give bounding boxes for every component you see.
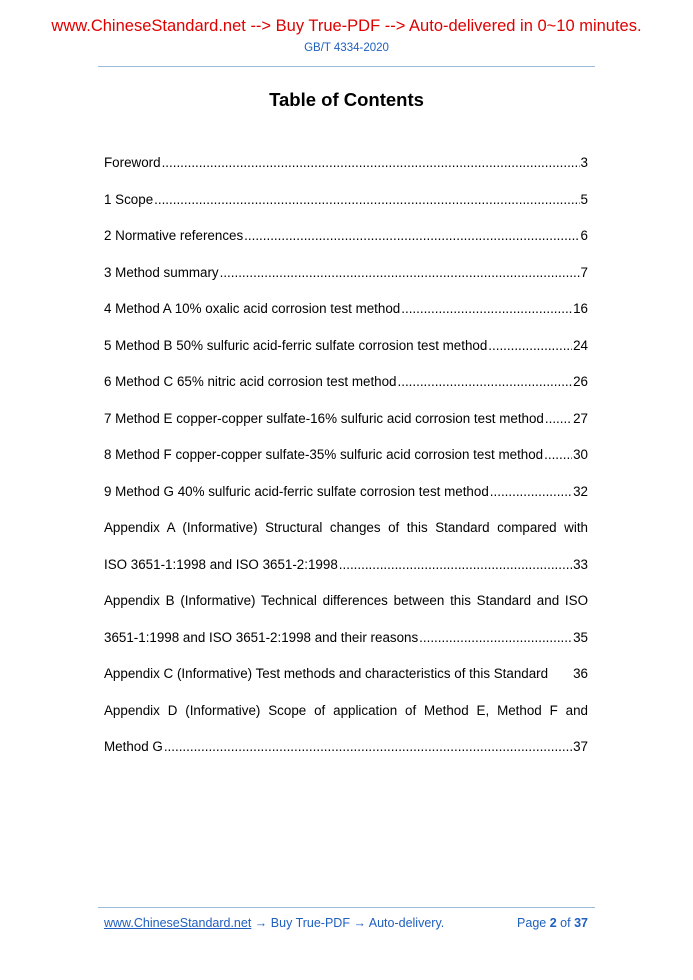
toc-entry-foreword[interactable]: [104, 145, 588, 182]
toc-entry-appendix-d-line1[interactable]: [104, 693, 588, 730]
of-label: of: [560, 916, 571, 930]
page-title: Table of Contents: [269, 89, 424, 110]
toc-entry-title: 6 Method C 65% nitric acid corrosion test method: [104, 374, 397, 389]
toc-entry-appendix-d-line2[interactable]: [104, 729, 588, 766]
toc-entry-page: 16: [573, 301, 588, 316]
toc-entry-title: 9 Method G 40% sulfuric acid-ferric sulfate corrosion test method: [104, 483, 489, 499]
dot-leader: [162, 145, 580, 182]
toc-entry-title: Appendix A (Informative) Structural changes of this Standard compared with: [104, 520, 588, 535]
toc-entry-normative-references[interactable]: [104, 218, 588, 255]
toc-entry-title: Foreword: [104, 155, 161, 170]
toc-entry-page: 36: [573, 666, 588, 681]
page-label: Page: [517, 916, 547, 930]
dot-leader: [419, 620, 572, 657]
toc-entry-title: 4 Method A 10% oxalic acid corrosion test method: [104, 301, 401, 316]
dot-leader: [154, 182, 579, 219]
footer-buy-text: Buy True-PDF: [270, 916, 350, 930]
toc-entry-page: 30: [573, 447, 588, 462]
top-banner-link[interactable]: www.ChineseStandard.net --> Buy True-PDF --> Auto-delivered in 0~10 minutes.: [51, 17, 642, 35]
toc-entry-title: 3651-1:1998 and ISO 3651-2:1998 and their reasons: [104, 629, 419, 645]
toc-entry-appendix-b-line1[interactable]: [104, 583, 588, 620]
toc-entry-page: 27: [573, 410, 588, 426]
toc-entry-page: 3: [580, 155, 588, 170]
footer-promo: [104, 916, 444, 930]
header-divider: [98, 66, 595, 67]
toc-entry-title: 7 Method E copper-copper sulfate-16% sulfuric acid corrosion test method: [104, 410, 544, 426]
dot-leader: [490, 474, 572, 511]
toc-entry-title: 5 Method B 50% sulfuric acid-ferric sulfate corrosion test method: [104, 337, 488, 353]
toc-entry-page: 26: [573, 374, 588, 389]
toc-entry-page: 32: [573, 483, 588, 499]
footer-site-link[interactable]: www.ChineseStandard.net: [104, 916, 252, 930]
toc-entry-method-g[interactable]: [104, 474, 588, 511]
toc-entry-page: 5: [580, 191, 588, 207]
toc-entry-title: ISO 3651-1:1998 and ISO 3651-2:1998: [104, 556, 338, 572]
table-of-contents: [104, 145, 588, 766]
toc-entry-page: 37: [573, 739, 588, 754]
dot-leader: [488, 328, 572, 365]
toc-entry-method-b[interactable]: [104, 328, 588, 365]
toc-entry-method-e[interactable]: [104, 401, 588, 438]
toc-entry-method-a[interactable]: [104, 291, 588, 328]
toc-entry-page: 24: [573, 337, 588, 353]
arrow-icon: →: [353, 916, 366, 930]
dot-leader: [339, 547, 572, 584]
footer-divider: [98, 907, 595, 908]
total-pages: 37: [574, 916, 588, 930]
toc-entry-title: Appendix C (Informative) Test methods and characteristics of this Standard: [104, 666, 549, 681]
arrow-icon: →: [254, 916, 268, 930]
toc-entry-appendix-b-line2[interactable]: [104, 620, 588, 657]
page-footer: [104, 916, 588, 930]
dot-leader: [398, 364, 573, 401]
toc-entry-page: 6: [580, 228, 588, 243]
page-number-indicator: [517, 916, 588, 930]
toc-entry-method-f[interactable]: [104, 437, 588, 474]
dot-leader: [220, 255, 580, 292]
footer-delivery-text: Auto-delivery.: [368, 916, 445, 930]
toc-entry-title: 3 Method summary: [104, 264, 219, 280]
toc-entry-appendix-c[interactable]: [104, 656, 588, 693]
toc-entry-title: Appendix B (Informative) Technical differences between this Standard and ISO: [104, 593, 588, 608]
dot-leader: [401, 291, 572, 328]
toc-entry-page: 33: [573, 556, 588, 572]
toc-entry-title: Method G: [104, 739, 163, 754]
current-page-number: 2: [549, 916, 557, 930]
toc-entry-page: 7: [580, 264, 588, 280]
toc-entry-scope[interactable]: [104, 182, 588, 219]
toc-entry-title: Appendix D (Informative) Scope of application of Method E, Method F and: [104, 702, 588, 718]
dot-leader: [244, 218, 579, 255]
toc-entry-method-c[interactable]: [104, 364, 588, 401]
dot-leader: [545, 401, 572, 438]
toc-entry-title: 2 Normative references: [104, 228, 244, 243]
toc-entry-title: 8 Method F copper-copper sulfate-35% sulfuric acid corrosion test method: [104, 447, 544, 462]
toc-entry-appendix-a-line2[interactable]: [104, 547, 588, 584]
standard-code: GB/T 4334-2020: [304, 42, 389, 54]
toc-entry-appendix-a-line1[interactable]: [104, 510, 588, 547]
dot-leader: [164, 729, 572, 766]
toc-entry-method-summary[interactable]: [104, 255, 588, 292]
dot-leader: [544, 437, 572, 474]
toc-entry-page: 35: [573, 629, 588, 645]
toc-entry-title: 1 Scope: [104, 191, 154, 207]
